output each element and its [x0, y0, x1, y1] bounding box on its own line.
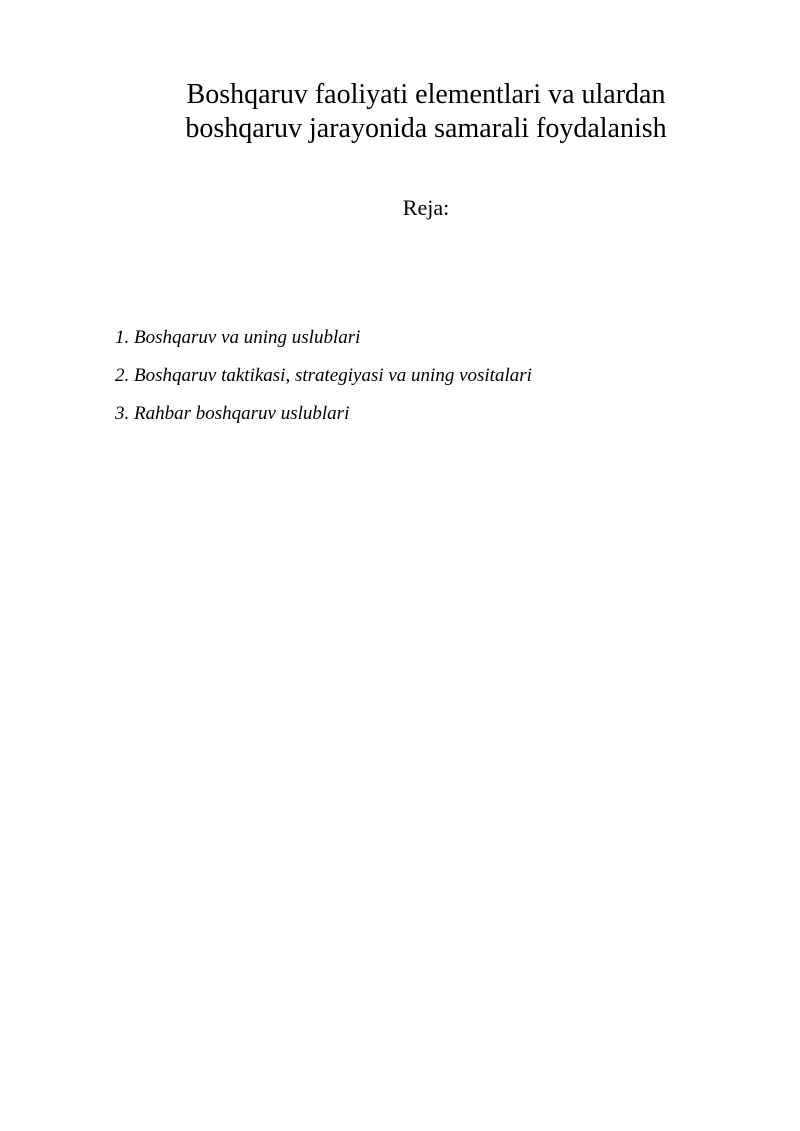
plan-item: 1. Boshqaruv va uning uslublari [115, 327, 361, 348]
title-line: boshqaruv jarayonida samarali foydalanish [185, 113, 667, 144]
title-line: Boshqaruv faoliyati elementlari va ulardan [186, 79, 666, 110]
document-title [150, 78, 702, 146]
plan-item: 3. Rahbar boshqaruv uslublari [115, 403, 350, 424]
plan-list [115, 319, 532, 433]
plan-heading: Reja: [402, 195, 450, 220]
plan-item: 2. Boshqaruv taktikasi, strategiyasi va uning vositalari [115, 365, 532, 386]
